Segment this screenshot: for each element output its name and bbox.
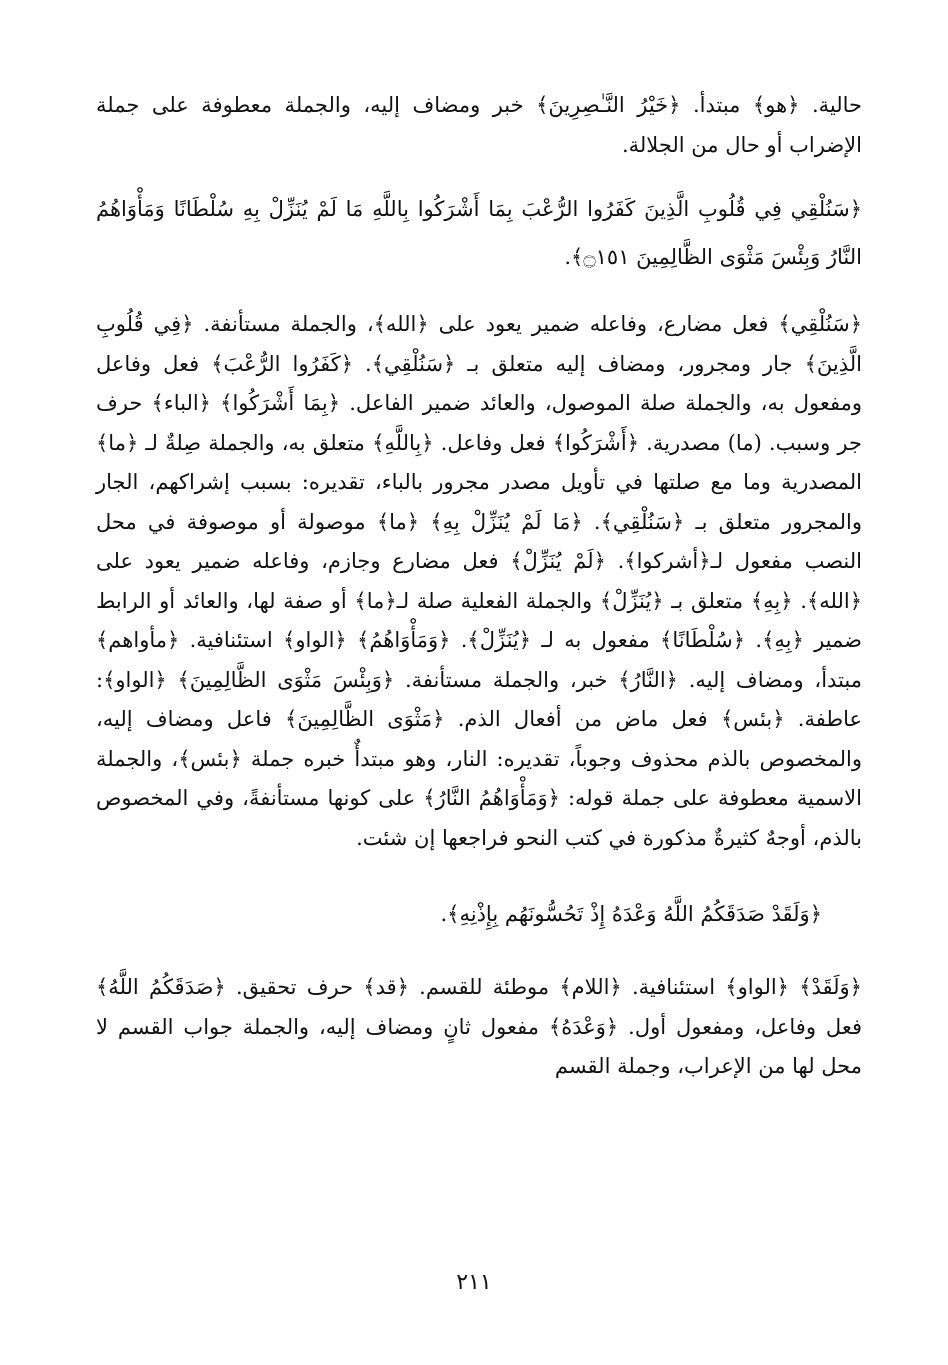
commentary-paragraph-1: حالية. ﴿هو﴾ مبتدأ. ﴿خَيْرُ النَّـٰصِرِينَ﴾ خبر ومضاف إليه، والجملة معطوفة على جملة الإضراب أو حال من الجلالة. <box>96 93 862 157</box>
commentary-paragraph-2: ﴿سَنُلْقِي﴾ فعل مضارع، وفاعله ضمير يعود على ﴿الله﴾، والجملة مستأنفة. ﴿فِي قُلُوبِ الَّذِينَ﴾ جار ومجرور، ومضاف إليه متعلق بـ ﴿سَنُلْقِي﴾. ﴿كَفَرُوا الرُّعْبَ﴾ فعل وفاعل ومفعول به، والجملة صلة الموصول، والعائد ضمير الفاعل. ﴿بِمَا أَشْرَكُوا﴾ ﴿الباء﴾ حرف جر وسبب. (ما) مصدرية. ﴿أَشْرَكُوا﴾ فعل وفاعل. ﴿بِاللَّهِ﴾ متعلق به، والجملة صِلةٌ لـ ﴿ما﴾ المصدرية وما مع صلتها في تأويل مصدر مجرور بالباء، تقديره: بسبب إشراكهم، الجار والمجرور متعلق بـ ﴿سَنُلْقِي﴾. ﴿مَا لَمْ يُنَزِّلْ بِهِ﴾ ﴿ما﴾ موصولة أو موصوفة في محل النصب مفعول لـ﴿أشركوا﴾. ﴿لَمْ يُنَزِّلْ﴾ فعل مضارع وجازم، وفاعله ضمير يعود على ﴿الله﴾. ﴿بِهِ﴾ متعلق بـ ﴿يُنَزِّلْ﴾ والجملة الفعلية صلة لـ﴿ما﴾ أو صفة لها، والعائد أو الرابط ضمير ﴿بِهِ﴾. ﴿سُلْطَانًا﴾ مفعول به لـ ﴿يُنَزِّلْ﴾. ﴿وَمَأْوَاهُمُ﴾ ﴿الواو﴾ استئنافية. ﴿مأواهم﴾ مبتدأ، ومضاف إليه. ﴿النَّارُ﴾ خبر، والجملة مستأنفة. ﴿وَبِئْسَ مَثْوَى الظَّالِمِينَ﴾ ﴿الواو﴾: عاطفة. ﴿بئس﴾ فعل ماض من أفعال الذم. ﴿مَثْوَى الظَّالِمِينَ﴾ فاعل ومضاف إليه، والمخصوص بالذم محذوف وجوباً، تقديره: النار، وهو مبتدأٌ خبره جملة ﴿بئس﴾، والجملة الاسمية معطوفة على جملة قوله: ﴿وَمَأْوَاهُمُ النَّارُ﴾ على كونها مستأنفةً، وفي المخصوص بالذم، أوجهٌ كثيرةٌ مذكورة في كتب النحو فراجعها إن شئت. <box>96 312 862 850</box>
page-number: ٢١١ <box>456 1270 492 1295</box>
page-body <box>96 78 862 1087</box>
quran-verse-152: ﴿وَلَقَدْ صَدَقَكُمُ اللَّهُ وَعْدَهُ إِذْ تَحُسُّونَهُم بِإِذْنِهِ﴾. <box>440 902 822 926</box>
commentary-paragraph-3: ﴿وَلَقَدْ﴾ ﴿الواو﴾ استئنافية. ﴿اللام﴾ موطئة للقسم. ﴿قد﴾ حرف تحقيق. ﴿صَدَقَكُمُ اللَّهُ﴾ فعل وفاعل، ومفعول أول. ﴿وَعْدَهُ﴾ مفعول ثانٍ ومضاف إليه، والجملة جواب القسم لا محل لها من الإعراب، وجملة القسم <box>96 975 862 1078</box>
quran-verse-151: ﴿سَنُلْقِي فِي قُلُوبِ الَّذِينَ كَفَرُوا الرُّعْبَ بِمَا أَشْرَكُوا بِاللَّهِ مَا لَمْ يُنَزِّلْ بِهِ سُلْطَانًا وَمَأْوَاهُمُ النَّارُ وَبِئْسَ مَثْوَى الظَّالِمِينَ ۝١٥١﴾. <box>96 197 862 269</box>
